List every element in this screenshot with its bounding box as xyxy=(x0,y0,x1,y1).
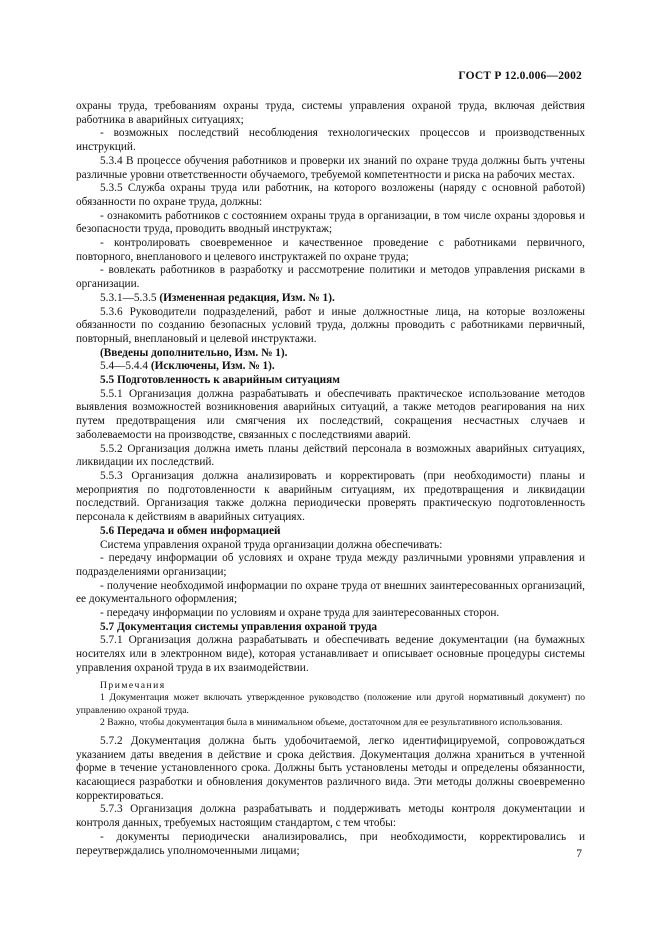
section-heading-5-7: 5.7 Документация системы управления охраной труда xyxy=(100,620,378,633)
paragraph: - возможных последствий несоблюдения технологических процессов и производственных инструкций. xyxy=(76,127,585,154)
document-header: ГОСТ Р 12.0.006—2002 xyxy=(458,70,582,82)
list-item: - ознакомить работников с состоянием охраны труда в организации, в том числе охраны здоровья и безопасности труда, проводить вводный инструктаж; xyxy=(76,209,585,236)
amendment-introduced: (Введены дополнительно, Изм. № 1). xyxy=(100,346,288,359)
list-item: - контролировать своевременное и качественное проведение с работниками первичного, повторного, внепланового и целевого инструктажей по охране труда; xyxy=(76,237,585,263)
document-body xyxy=(76,100,585,858)
paragraph-5-7-3: 5.7.3 Организация должна разрабатывать и поддерживать методы контроля документации и контроля данных, требуемых настоящим стандартом, с тем чтобы: xyxy=(76,803,585,830)
list-item: - передачу информации об условиях и охране труда между различными уровнями управления и подразделениями организации; xyxy=(76,552,585,578)
paragraph-5-5-3: 5.5.3 Организация должна анализировать и корректировать (при необходимости) планы и мероприятия по подготовленности к аварийным ситуациям, их предотвращения и ликвидации последствий. Организация также должна периодически проверять практическую подготовленность персонала к действиям в аварийных ситуациях. xyxy=(76,469,585,524)
amendment-text: (Измененная редакция, Изм. № 1). xyxy=(159,291,335,304)
notes-block xyxy=(76,680,585,730)
section-heading-5-6: 5.6 Передача и обмен информацией xyxy=(100,524,281,537)
paragraph: Система управления охраной труда организации должна обеспечивать: xyxy=(100,538,443,551)
clause-number: 5.3.1—5.3.5 xyxy=(100,291,157,304)
list-item: - передачу информации по условиям и охране труда для заинтересованных сторон. xyxy=(100,607,500,620)
page-number: 7 xyxy=(576,848,582,860)
list-item: - документы периодически анализировались, при необходимости, корректировались и переутверждались уполномоченными лицами; xyxy=(76,830,585,857)
paragraph-5-3-4: 5.3.4 В процессе обучения работников и проверки их знаний по охране труда должны быть учтены различные уровни ответственности обучаемого, требуемой компетентности и риска на рабочих местах. xyxy=(76,154,585,181)
paragraph-5-5-2: 5.5.2 Организация должна иметь планы действий персонала в возможных аварийных ситуациях, ликвидации их последствий. xyxy=(76,442,585,469)
clause-number: 5.4—5.4.4 xyxy=(100,360,149,373)
amendment-note-5-3-1 xyxy=(76,292,585,306)
paragraph: охраны труда, требованиям охраны труда, системы управления охраной труда, включая действия работника в аварийных ситуациях; xyxy=(76,100,585,126)
paragraph-5-5-1: 5.5.1 Организация должна разрабатывать и обеспечивать практическое использование методов выявления возможностей возникновения аварийных ситуаций, а также методов реагирования на них путем предотвращения или смягчения их последствий, сокращения несчастных случаев и заболеваемости на производстве, связанных с последствиями аварий. xyxy=(76,387,585,441)
paragraph-5-7-2: 5.7.2 Документация должна быть удобочитаемой, легко идентифицируемой, сопровождаться указанием даты введения в действие и срока действия. Документация должна храниться в учтенной форме в течение установленного срока. Должны быть установлены методы и определены обязанности, касающиеся разработки и обновления документов различного вида. Эти методы должны своевременно корректироваться. xyxy=(76,734,585,802)
note-item: 2 Важно, чтобы документация была в минимальном объеме, достаточном для ее результативного использования. xyxy=(100,717,563,729)
paragraph-5-3-5: 5.3.5 Служба охраны труда или работник, на которого возложены (наряду с основной работой) обязанности по охране труда, должны: xyxy=(76,182,585,208)
amendment-note-5-4 xyxy=(76,360,585,374)
list-item: - получение необходимой информации по охране труда от внешних заинтересованных организаций, ее документального оформления; xyxy=(76,579,585,606)
note-item: 1 Документация может включать утвержденное руководство (положение или другой нормативный документ) по управлению охраной труда. xyxy=(76,692,585,716)
notes-title: Примечания xyxy=(100,679,166,691)
amendment-text: (Исключены, Изм. № 1). xyxy=(150,360,275,373)
section-heading-5-5: 5.5 Подготовленность к аварийным ситуациям xyxy=(100,374,340,387)
list-item: - вовлекать работников в разработку и рассмотрение политики и методов управления рисками в организации. xyxy=(76,264,585,291)
paragraph-5-3-6: 5.3.6 Руководители подразделений, работ и иные должностные лица, на которые возложены обязанности по созданию безопасных условий труда, должны проводить с работниками первичный, повторный, внеплановый и целевой инструктажи. xyxy=(76,305,585,345)
paragraph-5-7-1: 5.7.1 Организация должна разрабатывать и обеспечивать ведение документации (на бумажных носителях или в электронном виде), которая устанавливает и описывает основные процедуры системы управления охраной труда в их взаимодействии. xyxy=(76,634,585,674)
